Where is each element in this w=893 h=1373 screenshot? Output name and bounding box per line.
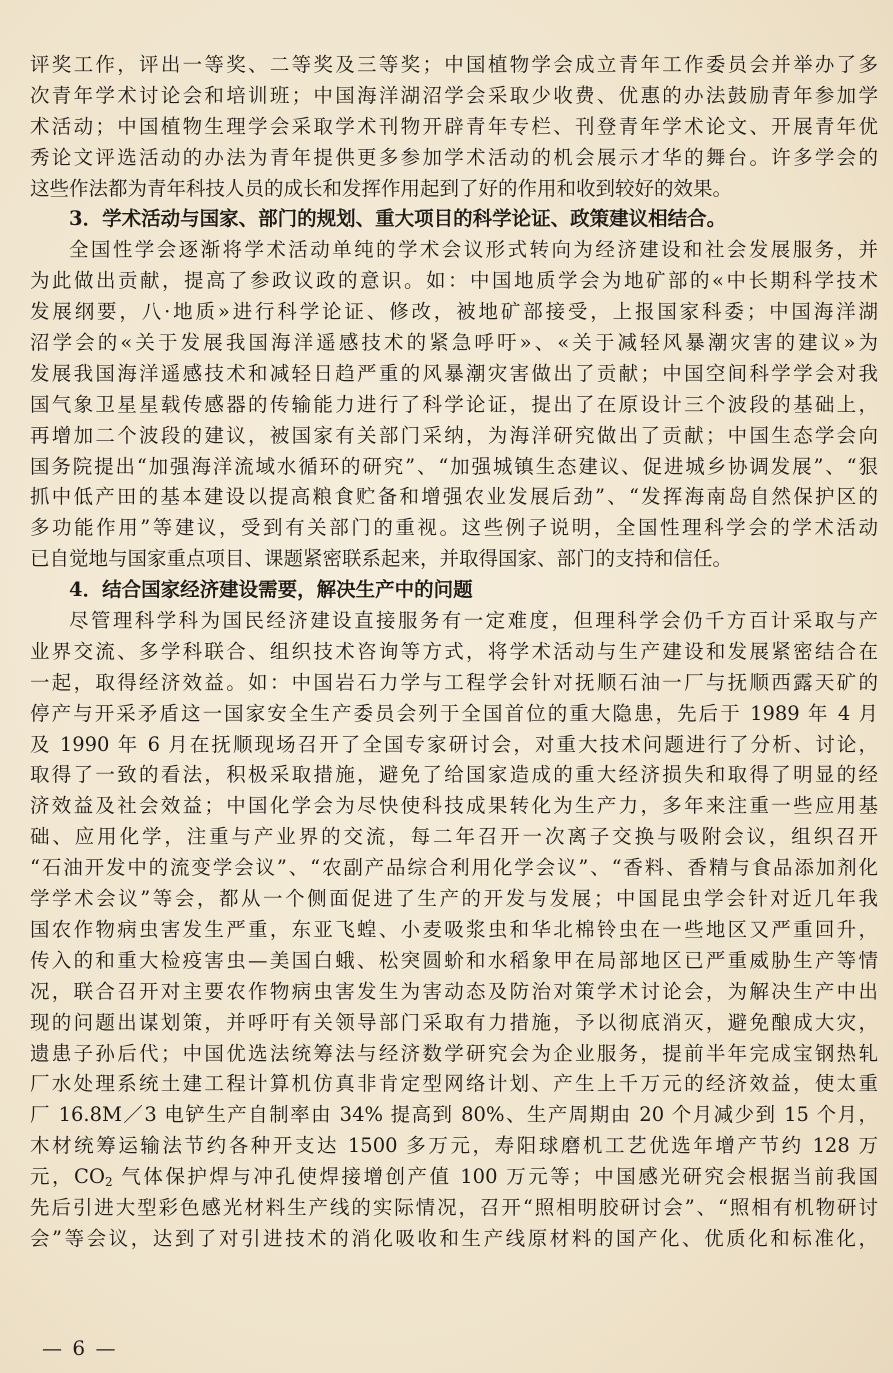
text-line: 遗患子孙后代；中国优选法统筹法与经济数学研究会为企业服务，提前半年完成宝钢热轧 <box>30 1041 878 1065</box>
page-number: — 6 — <box>42 1336 118 1360</box>
text-line: 厂 16.8M／3 电铲生产自制率由 34% 提高到 80%、生产周期由 20 个月减少到 15 个月， <box>30 1103 878 1127</box>
text-line: 会”等会议，达到了对引进技术的消化吸收和生产线原材料的国产化、优质化和标准化， <box>30 1226 878 1250</box>
text-line: 术活动；中国植物生理学会采取学术刊物开辟青年专栏、刊登青年学术论文、开展青年优 <box>30 114 878 138</box>
text-line: 次青年学术讨论会和培训班；中国海洋湖沼学会采取少收费、优惠的办法鼓励青年参加学 <box>30 83 878 107</box>
text-line: 学学术会议”等会，都从一个侧面促进了生产的开发与发展；中国昆虫学会针对近几年我 <box>30 887 878 911</box>
section-heading-4: 4．结合国家经济建设需要，解决生产中的问题 <box>69 578 473 602</box>
text-line: 抓中低产田的基本建设以提高粮食贮备和增强农业发展后劲”、“发挥海南岛自然保护区的 <box>30 485 878 509</box>
text-line: 取得了一致的看法，积极采取措施，避免了给国家造成的重大经济损失和取得了明显的经 <box>30 763 878 787</box>
body-text <box>30 50 878 1255</box>
text-line: 况，联合召开对主要农作物病虫害发生为害动态及防治对策学术讨论会，为解决生产中出 <box>30 979 878 1003</box>
text-segment: 元，CO <box>30 1165 105 1189</box>
text-line: 国务院提出“加强海洋流域水循环的研究”、“加强城镇生态建议、促进城乡协调发展”、“狠 <box>30 454 878 478</box>
text-line: 已自觉地与国家重点项目、课题紧密联系起来，并取得国家、部门的支持和信任。 <box>30 547 733 571</box>
text-line: 一起，取得经济效益。如：中国岩石力学与工程学会针对抚顺石油一厂与抚顺西露天矿的 <box>30 670 878 694</box>
text-line: 这些作法都为青年科技人员的成长和发挥作用起到了好的作用和收到较好的效果。 <box>30 176 733 200</box>
text-line: 现的问题出谋划策，并呼吁有关领导部门采取有力措施，予以彻底消灭，避免酿成大灾， <box>30 1010 878 1034</box>
text-line: 传入的和重大检疫害虫—美国白蛾、松突圆蚧和水稻象甲在局部地区已严重威胁生产等情 <box>30 948 878 972</box>
text-line: 为此做出贡献，提高了参政议政的意识。如：中国地质学会为地矿部的«中长期科学技术 <box>30 269 878 293</box>
text-line: 业界交流、多学科联合、组织技术咨询等方式，将学术活动与生产建设和发展紧密结合在 <box>30 639 878 663</box>
text-line: 先后引进大型彩色感光材料生产线的实际情况，召开“照相明胶研讨会”、“照相有机物研讨 <box>30 1195 878 1219</box>
text-line: 沼学会的«关于发展我国海洋遥感技术的紧急呼吁»、«关于减轻风暴潮灾害的建议»为 <box>30 331 878 355</box>
text-line: 国农作物病虫害发生严重，东亚飞蝗、小麦吸浆虫和华北棉铃虫在一些地区又严重回升， <box>30 917 878 941</box>
subscript-2: 2 <box>104 1175 113 1190</box>
text-line-co2 <box>30 1162 878 1193</box>
text-line: 及 1990 年 6 月在抚顺现场召开了全国专家研讨会，对重大技术问题进行了分析、讨论， <box>30 732 878 756</box>
section-heading-3: 3．学术活动与国家、部门的规划、重大项目的科学论证、政策建议相结合。 <box>69 207 727 231</box>
text-line: 厂水处理系统土建工程计算机仿真非肯定型网络计划、产生上千万元的经济效益，使太重 <box>30 1072 878 1096</box>
text-line: 多功能作用”等建议，受到有关部门的重视。这些例子说明，全国性理科学会的学术活动 <box>30 516 878 540</box>
text-line: 发展我国海洋遥感技术和减轻日趋严重的风暴潮灾害做出了贡献；中国空间科学学会对我 <box>30 361 878 385</box>
text-segment: 气体保护焊与冲孔使焊接增创产值 100 万元等；中国感光研究会根据当前我国 <box>112 1165 878 1189</box>
text-line: 发展纲要，八·地质»进行科学论证、修改，被地矿部接受，上报国家科委；中国海洋湖 <box>30 300 878 324</box>
text-line: 国气象卫星星载传感器的传输能力进行了科学论证，提出了在原设计三个波段的基础上， <box>30 392 878 416</box>
text-line: 再增加二个波段的建议，被国家有关部门采纳，为海洋研究做出了贡献；中国生态学会向 <box>30 423 878 447</box>
text-line: 秀论文评选活动的办法为青年提供更多参加学术活动的机会展示才华的舞台。许多学会的 <box>30 145 878 169</box>
text-line: “石油开发中的流变学会议”、“农副产品综合利用化学会议”、“香料、香精与食品添加剂化 <box>30 856 878 880</box>
text-line: 全国性学会逐渐将学术活动单纯的学术会议形式转向为经济建设和社会发展服务，并 <box>69 238 878 262</box>
text-line: 停产与开采矛盾这一国家安全生产委员会列于全国首位的重大隐患，先后于 1989 年 4 月 <box>30 701 878 725</box>
text-line: 础、应用化学，注重与产业界的交流，每二年召开一次离子交换与吸附会议，组织召开 <box>30 825 878 849</box>
text-line: 木材统筹运输法节约各种开支达 1500 多万元，寿阳球磨机工艺优选年增产节约 128 万 <box>30 1134 878 1158</box>
text-line: 评奖工作，评出一等奖、二等奖及三等奖；中国植物学会成立青年工作委员会并举办了多 <box>30 53 878 76</box>
text-line: 尽管理科学科为国民经济建设直接服务有一定难度，但理科学会仍千方百计采取与产 <box>69 609 878 633</box>
text-line: 济效益及社会效益；中国化学会为尽快使科技成果转化为生产力，多年来注重一些应用基 <box>30 794 878 818</box>
